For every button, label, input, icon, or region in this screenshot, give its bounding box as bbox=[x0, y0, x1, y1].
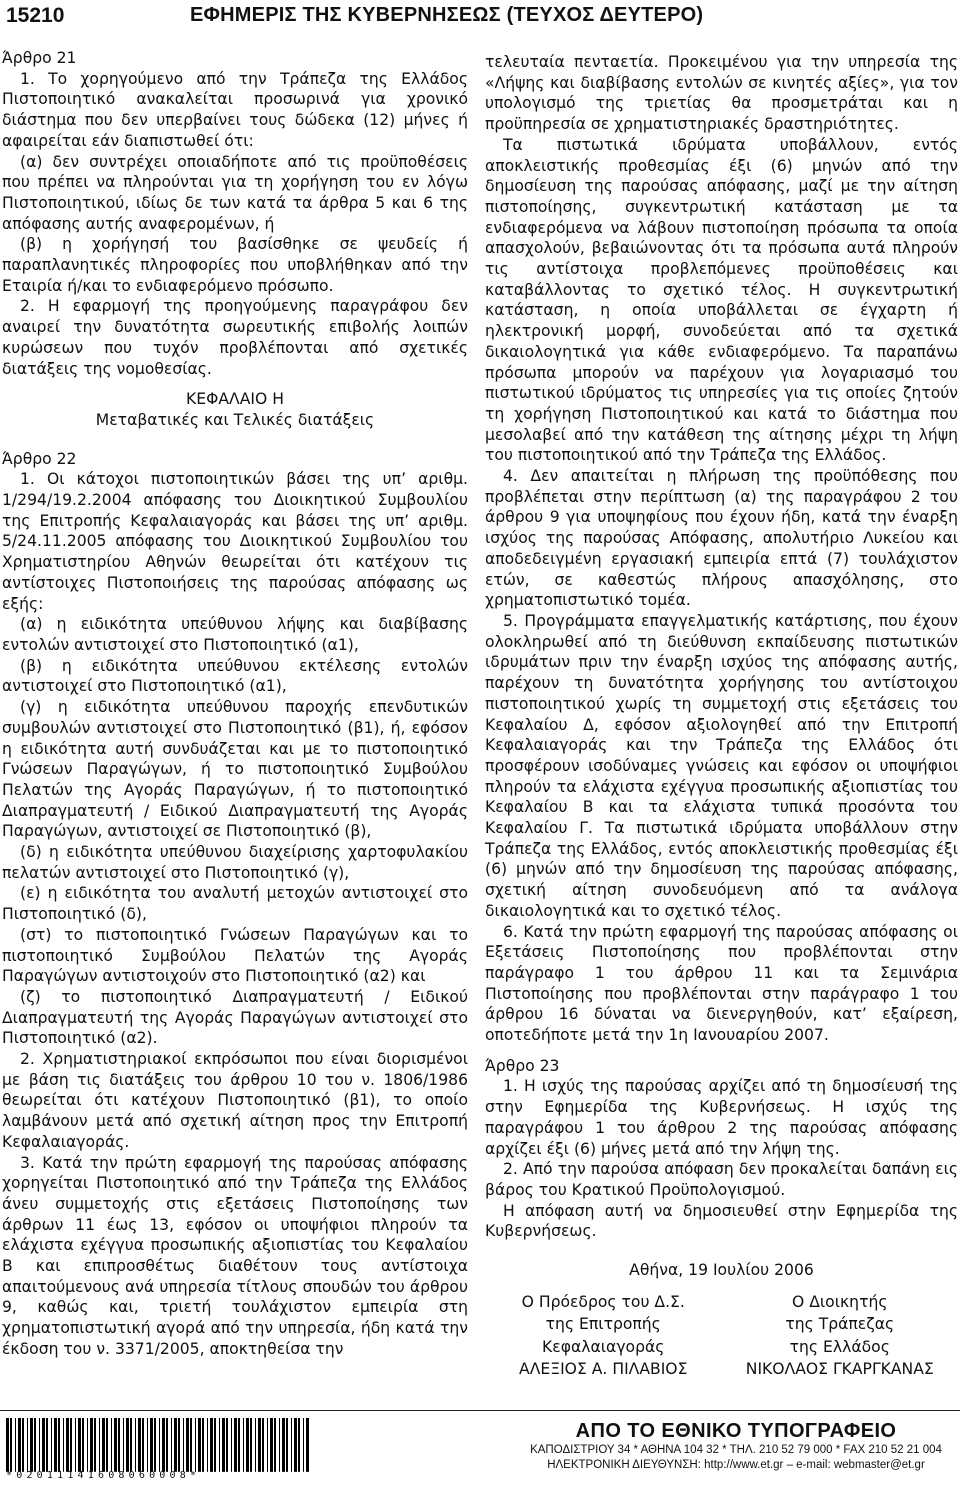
barcode-bar bbox=[51, 1418, 52, 1472]
article-22-case-z: (ζ) το πιστοποιητικό Διαπραγματευτή / Ειδικού Διαπραγματευτή της Αγοράς Παραγώγων αντιστοιχεί στο Πιστοποιητικό (α2). bbox=[2, 987, 468, 1048]
article-22-paragraph-3: 3. Κατά την πρώτη εφαρμογή της παρούσας απόφασης χορηγείται Πιστοποιητικό από την Τράπεζα της Ελλάδος άνευ συμμετοχής στις εξετάσεις Πιστοποίησης των άρθρων 11 έως 13, εφόσον οι υποψήφιοι πληρούν τα ελάχιστα εχέγγυα προσωπικής αξιοπιστίας του Κεφαλαίου Β και επιπροσθέτως διαθέτουν τους αντίστοιχα απαιτούμενους ανά υπηρεσία τίτλους σπουδών του άρθρου 9, καθώς και, τριετή τουλάχιστον εμπειρία στη χρηματοπιστωτική αγορά από την υπηρεσία, ήδη κατά την έκδοση του ν. 3371/2005, αποκτηθείσα την bbox=[2, 1153, 468, 1358]
barcode-bar bbox=[282, 1418, 285, 1472]
barcode-bar bbox=[82, 1418, 84, 1472]
printer-address: ΚΑΠΟΔΙΣΤΡΙΟΥ 34 * ΑΘΗΝΑ 104 32 * ΤΗΛ. 210 52 79 000 * FAX 210 52 21 004 bbox=[530, 1444, 942, 1456]
barcode-bar bbox=[246, 1418, 249, 1472]
article-22-case-d: (δ) η ειδικότητα υπεύθυνου διαχείρισης χαρτοφυλακίου πελατών αντιστοιχεί στο Πιστοποιητικό (γ), bbox=[2, 843, 468, 882]
barcode-bar bbox=[10, 1418, 12, 1472]
barcode-bar bbox=[130, 1418, 132, 1472]
barcode-bar bbox=[126, 1418, 129, 1472]
printer-web: ΗΛΕΚΤΡΟΝΙΚΗ ΔΙΕΥΘΥΝΣΗ: http://www.et.gr – e-mail: webmaster@et.gr bbox=[547, 1459, 925, 1471]
barcode-bar bbox=[255, 1418, 256, 1472]
barcode-bar bbox=[135, 1418, 136, 1472]
article-22-title: Άρθρο 22 bbox=[2, 449, 77, 468]
signatory-name: ΝΙΚΟΛΑΟΣ ΓΚΑΡΓΚΑΝΑΣ bbox=[745, 1360, 934, 1379]
barcode-bar bbox=[303, 1418, 304, 1472]
barcode-bar bbox=[234, 1418, 237, 1472]
signature-line: Ο Διοικητής bbox=[792, 1292, 888, 1311]
footer-divider bbox=[0, 1410, 960, 1411]
barcode-bar bbox=[190, 1418, 192, 1472]
barcode-bar bbox=[27, 1418, 28, 1472]
chapter-subtitle: Μεταβατικές και Τελικές διατάξεις bbox=[95, 410, 375, 429]
article-22-case-a: (α) η ειδικότητα υπεύθυνου λήψης και διαβίβασης εντολών αντιστοιχεί στο Πιστοποιητικό (α1), bbox=[2, 615, 468, 654]
barcode-bar bbox=[267, 1418, 268, 1472]
article-22-paragraph-4: 4. Δεν απαιτείται η πλήρωση της προϋπόθεσης που προβλέπεται στην περίπτωση (α) της παραγράφου 2 του άρθρου 9 για υποψηφίους που έχουν ήδη, κατά την έναρξη ισχύος της παρούσας Απόφασης, απολυτήριο Λυκείου και αποδεδειγμένη εργασιακή εμπειρία επτά (7) τουλάχιστον ετών, σε καθεστώς πλήρους απασχόλησης, στο χρηματοπιστωτικό τομέα. bbox=[485, 467, 958, 610]
signature-block-commission bbox=[485, 1291, 722, 1381]
article-22-case-c: (γ) η ειδικότητα υπεύθυνου παροχής επενδυτικών συμβουλών αντιστοιχεί στο Πιστοποιητικό (β1), ή, εφόσον η ειδικότητα αυτή συνδυάζεται και με το πιστοποιητικό Γνώσεων Παραγώγων, ή το πιστοποιητικό Συμβούλου Πελατών της Αγοράς Παραγώγων, ή το πιστοποιητικό Διαπραγματευτή / Ειδικού Διαπραγματευτή της Αγοράς Παραγώγων, αντιστοιχεί σε Πιστοποιητικό (β), bbox=[2, 698, 468, 841]
barcode-bar bbox=[46, 1418, 48, 1472]
barcode-bar bbox=[186, 1418, 189, 1472]
article-21-case-b: (β) η χορήγησή του βασίσθηκε σε ψευδείς ή παραπλανητικές πληροφορίες που υποβλήθηκαν από την Εταιρία ή/και το ενδιαφερόμενο πρόσωπο. bbox=[2, 235, 468, 295]
page-header bbox=[0, 0, 960, 40]
chapter-heading: ΚΕΦΑΛΑΙΟ Η bbox=[186, 390, 284, 409]
barcode-image bbox=[4, 1418, 312, 1474]
barcode-bar bbox=[22, 1418, 24, 1472]
signature-line: της Ελλάδος bbox=[789, 1337, 890, 1356]
barcode-bar bbox=[42, 1418, 45, 1472]
barcode-bar bbox=[178, 1418, 180, 1472]
barcode-bar bbox=[262, 1418, 264, 1472]
barcode-bar bbox=[210, 1418, 213, 1472]
article-21-paragraph-1: 1. Το χορηγούμενο από την Τράπεζα της Ελλάδος Πιστοποιητικό ανακαλείται προσωρινά για χρονικό διάστημα που δεν υπερβαίνει τους δώδεκα (12) μήνες ή αφαιρείται εάν διαπιστωθεί ότι: bbox=[2, 69, 468, 150]
barcode-bar bbox=[87, 1418, 88, 1472]
barcode-bar bbox=[258, 1418, 261, 1472]
article-21-paragraph-2: 2. Η εφαρμογή της προηγούμενης παραγράφου δεν αναιρεί την δυνατότητα σωρευτικής επιβολής λοιπών κυρώσεων που τυχόν προβλέπονται από σχετικές διατάξεις της νομοθεσίας. bbox=[2, 297, 468, 378]
barcode-bar bbox=[78, 1418, 81, 1472]
barcode-bar bbox=[111, 1418, 112, 1472]
article-21-title: Άρθρο 21 bbox=[2, 49, 77, 67]
barcode-bar bbox=[30, 1418, 33, 1472]
article-22-case-b: (β) η ειδικότητα υπεύθυνου εκτέλεσης εντολών αντιστοιχεί στο Πιστοποιητικό (α1), bbox=[2, 656, 468, 696]
signature-block-bank bbox=[722, 1291, 959, 1381]
article-22-paragraph-5: 5. Προγράμματα επαγγελματικής κατάρτισης, που έχουν ολοκληρωθεί από τη διεύθυνση εκπαίδευσης πιστωτικών ιδρυμάτων πριν την έναρξη ισχύος της απόφασης αυτής, παρέχουν τη δυνατότητα χορήγησης του αντίστοιχου πιστοποιητικού χωρίς τη συμμετοχή στις εξετάσεις του Κεφαλαίου Δ, εφόσον αξιολογηθεί από την Επιτροπή Κεφαλαιαγοράς και την Τράπεζα της Ελλάδος ότι προσφέρουν ισοδύναμες γνώσεις και εφόσον οι υποψήφιοι πληρούν τα ελάχιστα εχέγγυα προσωπικής αξιοπιστίας του Κεφαλαίου Β και τα ελάχιστα τυπικά προσόντα του Κεφαλαίου Γ. Τα πιστωτικά ιδρύματα υποβάλλουν στην Τράπεζα της Ελλάδος, εντός αποκλειστικής προθεσμίας έξι (6) μηνών από την δημοσίευση της παρούσας απόφασης, σχετική αίτηση συνοδευόμενη από τα ανάλογα δικαιολογητικά και το σχετικό τέλος. bbox=[485, 611, 958, 920]
barcode-bar bbox=[219, 1418, 220, 1472]
barcode-bar bbox=[162, 1418, 165, 1472]
article-22-paragraph-1: 1. Οι κάτοχοι πιστοποιητικών βάσει της υπ’ αριθμ. 1/294/19.2.2004 απόφασης του Διοικητικού Συμβουλίου της Επιτροπής Κεφαλαιαγοράς και βάσει της υπ’ αριθμ. 5/24.11.2005 απόφασης του Διοικητικού Συμβουλίου του Χρηματιστηρίου Αθηνών θεωρείται ότι κατέχουν τις αντίστοιχες Πιστοποιήσεις της παρούσας απόφασης ως εξής: bbox=[2, 470, 468, 613]
barcode-bar bbox=[39, 1418, 40, 1472]
barcode-bar bbox=[174, 1418, 177, 1472]
page-number: 15210 bbox=[6, 4, 65, 27]
barcode-bar bbox=[54, 1418, 57, 1472]
barcode-bar bbox=[6, 1418, 9, 1472]
barcode-bar bbox=[34, 1418, 36, 1472]
signatures bbox=[485, 1291, 958, 1381]
article-23-paragraph-3: Η απόφαση αυτή να δημοσιευθεί στην Εφημερίδα της Κυβερνήσεως. bbox=[485, 1201, 958, 1241]
article-22-case-st: (στ) το πιστοποιητικό Γνώσεων Παραγώγων και το πιστοποιητικό Συμβούλου Πελατών της Αγοράς Παραγώγων αντιστοιχούν στο Πιστοποιητικό (α2) και bbox=[2, 925, 468, 986]
barcode-bar bbox=[195, 1418, 196, 1472]
barcode-bar bbox=[102, 1418, 105, 1472]
barcode-bar bbox=[166, 1418, 168, 1472]
article-22-case-e: (ε) η ειδικότητα του αναλυτή μετοχών αντιστοιχεί στο Πιστοποιητικό (δ), bbox=[2, 884, 468, 924]
barcode-bar bbox=[222, 1418, 225, 1472]
barcode-bar bbox=[123, 1418, 124, 1472]
article-23-paragraph-1: 1. Η ισχύς της παρούσας αρχίζει από τη δημοσίευσή της στην Εφημερίδα της Κυβερνήσεως. Η ισχύς της παραγράφου 1 του άρθρου 2 της παρούσας απόφασης αρχίζει έξι (6) μήνες μετά από την λήψη της. bbox=[485, 1077, 958, 1158]
barcode-bar bbox=[18, 1418, 21, 1472]
barcode-bar bbox=[70, 1418, 72, 1472]
barcode-text: *02011141608060008* bbox=[6, 1470, 201, 1481]
barcode-bar bbox=[250, 1418, 252, 1472]
signature-line: της Τράπεζας bbox=[785, 1315, 895, 1334]
credit-institutions-paragraph: Τα πιστωτικά ιδρύματα υποβάλλουν, εντός αποκλειστικής προθεσμίας έξι (6) μηνών από την δημοσίευση της παρούσας απόφασης, μαζί με την αίτηση πιστοποίησης, συγκεντρωτική κατάσταση με τα ενδιαφερόμενα να λάβουν πιστοποίηση πρόσωπα τα οποία απασχολούν, βεβαιώνοντας ότι τα πρόσωπα αυτά πληρούν τις αντίστοιχα προβλεπόμενες προϋποθέσεις και καταβάλλοντας το σχετικό τέλος. Η συγκεντρωτική κατάσταση, η οποία υποβάλλεται σε έγχαρτη ή ηλεκτρονική μορφή, συνοδεύεται από τα σχετικά δικαιολογητικά για κάθε ενδιαφερόμενο. Τα παραπάνω πρόσωπα μπορούν να παρέχουν για λογαριασμό του πιστωτικού ιδρύματος τις υπηρεσίες για τις οποίες ζητούν τη χορήγηση Πιστοποιητικού και κατά το διάστημα που μεσολαβεί από την κατάθεση της αίτησης μέχρι τη λήψη του πιστοποιητικού από την Τράπεζα της Ελλάδος. bbox=[485, 135, 958, 465]
article-21-case-a: (α) δεν συντρέχει οποιαδήποτε από τις προϋποθέσεις που πρέπει να πληρούνται για τη χορήγηση του εν λόγω Πιστοποιητικού, ιδίως δε των κατά τα άρθρα 5 και 6 της απόφασης αυτής αναφερομένων, ή bbox=[2, 152, 468, 233]
barcode-bar bbox=[279, 1418, 280, 1472]
barcode-bar bbox=[150, 1418, 153, 1472]
barcode-bar bbox=[66, 1418, 69, 1472]
signature-line: Ο Πρόεδρος του Δ.Σ. bbox=[521, 1292, 685, 1311]
barcode-bar bbox=[142, 1418, 144, 1472]
barcode-bar bbox=[118, 1418, 120, 1472]
barcode-bar bbox=[198, 1418, 201, 1472]
barcode-bar bbox=[214, 1418, 216, 1472]
barcode-bar bbox=[238, 1418, 240, 1472]
barcode-bar bbox=[99, 1418, 100, 1472]
barcode-bar bbox=[171, 1418, 172, 1472]
gazette-title: ΕΦΗΜΕΡΙΣ ΤΗΣ ΚΥΒΕΡΝΗΣΕΩΣ (ΤΕΥΧΟΣ ΔΕΥΤΕΡΟ) bbox=[190, 4, 704, 26]
article-22-paragraph-3-continued: τελευταία πενταετία. Προκειμένου για την υπηρεσία της «Λήψης και διαβίβασης εντολών σε κινητές αξίες», για τον υπολογισμό της τριετίας θα προσμετράται και η προϋπηρεσία σε χρηματιστηριακές δραστηριότητες. bbox=[485, 53, 958, 134]
barcode-bar bbox=[58, 1418, 60, 1472]
barcode-bar bbox=[147, 1418, 148, 1472]
barcode-bar bbox=[274, 1418, 276, 1472]
barcode-bar bbox=[15, 1418, 16, 1472]
place-and-date: Αθήνα, 19 Ιουλίου 2006 bbox=[629, 1261, 814, 1280]
barcode-bar bbox=[106, 1418, 108, 1472]
barcode-bar bbox=[207, 1418, 208, 1472]
barcode-bar bbox=[202, 1418, 204, 1472]
barcode-bar bbox=[294, 1418, 297, 1472]
barcode-bar bbox=[298, 1418, 300, 1472]
barcode-bar bbox=[270, 1418, 273, 1472]
barcode-bar bbox=[75, 1418, 76, 1472]
article-23-title: Άρθρο 23 bbox=[485, 1056, 560, 1075]
signatory-name: ΑΛΕΞΙΟΣ Α. ΠΙΛΑΒΙΟΣ bbox=[519, 1360, 688, 1379]
printer-info bbox=[516, 1420, 956, 1473]
barcode-bar bbox=[243, 1418, 244, 1472]
barcode-bar bbox=[291, 1418, 292, 1472]
barcode-bar bbox=[63, 1418, 64, 1472]
barcode-bar bbox=[94, 1418, 96, 1472]
barcode-bar bbox=[183, 1418, 184, 1472]
printer-title: ΑΠΟ ΤΟ ΕΘΝΙΚΟ ΤΥΠΟΓΡΑΦΕΙΟ bbox=[575, 1420, 897, 1442]
article-23-paragraph-2: 2. Από την παρούσα απόφαση δεν προκαλείται δαπάνη εις βάρος του Κρατικού Προϋπολογισμού. bbox=[485, 1160, 958, 1199]
barcode-bar bbox=[114, 1418, 117, 1472]
article-22-paragraph-6: 6. Κατά την πρώτη εφαρμογή της παρούσας απόφασης οι Εξετάσεις Πιστοποίησης που προβλέπονται στην παράγραφο 1 του άρθρου 11 και τα Σεμινάρια Πιστοποίησης που προβλέπονται στην παράγραφο 1 του άρθρου 16 δύναται να διενεργηθούν, κατ’ εξαίρεση, οποτεδήποτε μετά την 1η Ιανουαρίου 2007. bbox=[485, 922, 958, 1045]
barcode-bar bbox=[226, 1418, 228, 1472]
barcode-bar bbox=[159, 1418, 160, 1472]
signature-line: της Επιτροπής bbox=[545, 1315, 661, 1334]
article-22-paragraph-2: 2. Χρηματιστηριακοί εκπρόσωποι που είναι διορισμένοι με βάση τις διατάξεις του άρθρου 10 του ν. 1806/1986 θεωρείται ότι κατέχουν Πιστοποιητικό (β1), το οποίο λαμβάνουν μετά από σχετική αίτηση προς την Επιτροπή Κεφαλαιαγοράς. bbox=[2, 1050, 468, 1151]
signature-line: Κεφαλαιαγοράς bbox=[542, 1337, 665, 1356]
barcode-bar bbox=[286, 1418, 288, 1472]
left-column bbox=[2, 48, 468, 1360]
right-column bbox=[485, 52, 958, 1381]
barcode-bar bbox=[138, 1418, 141, 1472]
barcode-bar bbox=[90, 1418, 93, 1472]
barcode-bar bbox=[231, 1418, 232, 1472]
barcode-bar bbox=[306, 1418, 309, 1472]
barcode-bar bbox=[154, 1418, 156, 1472]
